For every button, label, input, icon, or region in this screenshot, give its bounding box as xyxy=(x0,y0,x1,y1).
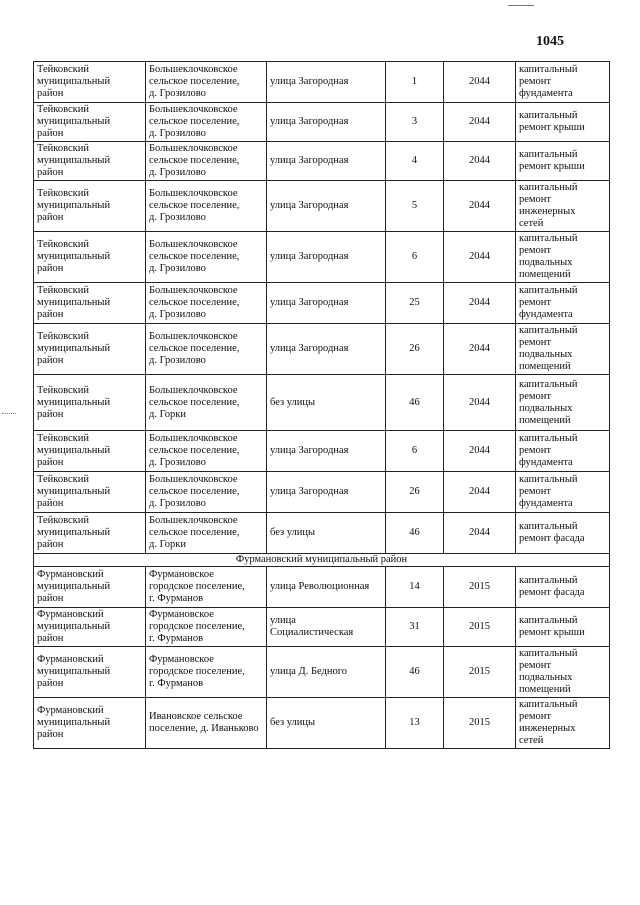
settlement-cell: Большеклочковское сельское поселение, д. Грозилово xyxy=(146,181,267,232)
street-cell: улица Социалистическая xyxy=(267,608,386,647)
year-cell: 2044 xyxy=(444,324,516,375)
table-body-before-section xyxy=(34,62,610,554)
district-cell: Тейковский муниципальный район xyxy=(34,103,146,142)
work-type-cell: капитальный ремонт фундамента xyxy=(516,283,610,324)
settlement-cell: Большеклочковское сельское поселение, д. Грозилово xyxy=(146,283,267,324)
district-cell: Тейковский муниципальный район xyxy=(34,431,146,472)
house-number-cell: 26 xyxy=(386,472,444,513)
settlement-cell: Фурмановское городское поселение, г. Фурманов xyxy=(146,608,267,647)
district-cell: Тейковский муниципальный район xyxy=(34,513,146,554)
district-cell: Тейковский муниципальный район xyxy=(34,472,146,513)
table-body-after-section xyxy=(34,567,610,749)
street-cell: улица Загородная xyxy=(267,181,386,232)
settlement-cell: Ивановское сельское поселение, д. Иваньково xyxy=(146,698,267,749)
work-type-cell: капитальный ремонт инженерных сетей xyxy=(516,181,610,232)
year-cell: 2044 xyxy=(444,232,516,283)
street-cell: улица Загородная xyxy=(267,431,386,472)
table-row xyxy=(34,567,610,608)
district-cell: Фурмановский муниципальный район xyxy=(34,567,146,608)
table-row xyxy=(34,431,610,472)
street-cell: без улицы xyxy=(267,375,386,431)
work-type-cell: капитальный ремонт фундамента xyxy=(516,431,610,472)
street-cell: улица Революционная xyxy=(267,567,386,608)
work-type-cell: капитальный ремонт фундамента xyxy=(516,472,610,513)
year-cell: 2044 xyxy=(444,431,516,472)
street-cell: улица Загородная xyxy=(267,472,386,513)
settlement-cell: Большеклочковское сельское поселение, д. Грозилово xyxy=(146,324,267,375)
table-row xyxy=(34,142,610,181)
street-cell: улица Загородная xyxy=(267,62,386,103)
work-type-cell: капитальный ремонт крыши xyxy=(516,142,610,181)
house-number-cell: 46 xyxy=(386,375,444,431)
district-cell: Фурмановский муниципальный район xyxy=(34,647,146,698)
house-number-cell: 6 xyxy=(386,431,444,472)
table-section xyxy=(34,554,610,567)
house-number-cell: 46 xyxy=(386,513,444,554)
house-number-cell: 5 xyxy=(386,181,444,232)
settlement-cell: Фурмановское городское поселение, г. Фурманов xyxy=(146,647,267,698)
year-cell: 2044 xyxy=(444,513,516,554)
settlement-cell: Большеклочковское сельское поселение, д. Грозилово xyxy=(146,62,267,103)
district-cell: Фурмановский муниципальный район xyxy=(34,608,146,647)
table-row xyxy=(34,232,610,283)
work-type-cell: капитальный ремонт инженерных сетей xyxy=(516,698,610,749)
district-cell: Тейковский муниципальный район xyxy=(34,324,146,375)
district-cell: Тейковский муниципальный район xyxy=(34,62,146,103)
settlement-cell: Фурмановское городское поселение, г. Фурманов xyxy=(146,567,267,608)
table-row xyxy=(34,608,610,647)
house-number-cell: 6 xyxy=(386,232,444,283)
section-title: Фурмановский муниципальный район xyxy=(34,554,610,567)
year-cell: 2044 xyxy=(444,375,516,431)
year-cell: 2015 xyxy=(444,647,516,698)
table-row xyxy=(34,181,610,232)
work-type-cell: капитальный ремонт подвальных помещений xyxy=(516,647,610,698)
settlement-cell: Большеклочковское сельское поселение, д. Грозилово xyxy=(146,472,267,513)
table-row xyxy=(34,472,610,513)
work-type-cell: капитальный ремонт фундамента xyxy=(516,62,610,103)
work-type-cell: капитальный ремонт подвальных помещений xyxy=(516,375,610,431)
table-row xyxy=(34,62,610,103)
table-row xyxy=(34,513,610,554)
year-cell: 2044 xyxy=(444,181,516,232)
street-cell: улица Загородная xyxy=(267,283,386,324)
house-number-cell: 31 xyxy=(386,608,444,647)
street-cell: без улицы xyxy=(267,513,386,554)
year-cell: 2044 xyxy=(444,283,516,324)
year-cell: 2044 xyxy=(444,472,516,513)
house-number-cell: 25 xyxy=(386,283,444,324)
section-header-row xyxy=(34,554,610,567)
street-cell: улица Загородная xyxy=(267,232,386,283)
district-cell: Тейковский муниципальный район xyxy=(34,283,146,324)
settlement-cell: Большеклочковское сельское поселение, д. Грозилово xyxy=(146,431,267,472)
top-scan-mark xyxy=(508,5,534,6)
work-type-cell: капитальный ремонт крыши xyxy=(516,103,610,142)
house-number-cell: 26 xyxy=(386,324,444,375)
district-cell: Тейковский муниципальный район xyxy=(34,232,146,283)
district-cell: Тейковский муниципальный район xyxy=(34,181,146,232)
house-number-cell: 46 xyxy=(386,647,444,698)
street-cell: улица Загородная xyxy=(267,142,386,181)
table-row xyxy=(34,698,610,749)
settlement-cell: Большеклочковское сельское поселение, д. Грозилово xyxy=(146,103,267,142)
settlement-cell: Большеклочковское сельское поселение, д. Грозилово xyxy=(146,232,267,283)
year-cell: 2015 xyxy=(444,567,516,608)
year-cell: 2015 xyxy=(444,698,516,749)
table-row xyxy=(34,647,610,698)
district-cell: Фурмановский муниципальный район xyxy=(34,698,146,749)
year-cell: 2044 xyxy=(444,103,516,142)
street-cell: улица Загородная xyxy=(267,103,386,142)
table-row xyxy=(34,103,610,142)
settlement-cell: Большеклочковское сельское поселение, д. Горки xyxy=(146,375,267,431)
repair-schedule-table xyxy=(33,61,610,749)
house-number-cell: 4 xyxy=(386,142,444,181)
table-row xyxy=(34,283,610,324)
work-type-cell: капитальный ремонт подвальных помещений xyxy=(516,232,610,283)
table-row xyxy=(34,375,610,431)
work-type-cell: капитальный ремонт подвальных помещений xyxy=(516,324,610,375)
street-cell: улица Д. Бедного xyxy=(267,647,386,698)
district-cell: Тейковский муниципальный район xyxy=(34,375,146,431)
year-cell: 2044 xyxy=(444,142,516,181)
street-cell: улица Загородная xyxy=(267,324,386,375)
page-number: 1045 xyxy=(536,34,564,49)
house-number-cell: 3 xyxy=(386,103,444,142)
side-scan-mark xyxy=(2,413,16,415)
work-type-cell: капитальный ремонт крыши xyxy=(516,608,610,647)
settlement-cell: Большеклочковское сельское поселение, д. Грозилово xyxy=(146,142,267,181)
settlement-cell: Большеклочковское сельское поселение, д. Горки xyxy=(146,513,267,554)
house-number-cell: 14 xyxy=(386,567,444,608)
year-cell: 2044 xyxy=(444,62,516,103)
house-number-cell: 1 xyxy=(386,62,444,103)
table-row xyxy=(34,324,610,375)
year-cell: 2015 xyxy=(444,608,516,647)
street-cell: без улицы xyxy=(267,698,386,749)
work-type-cell: капитальный ремонт фасада xyxy=(516,567,610,608)
house-number-cell: 13 xyxy=(386,698,444,749)
district-cell: Тейковский муниципальный район xyxy=(34,142,146,181)
work-type-cell: капитальный ремонт фасада xyxy=(516,513,610,554)
